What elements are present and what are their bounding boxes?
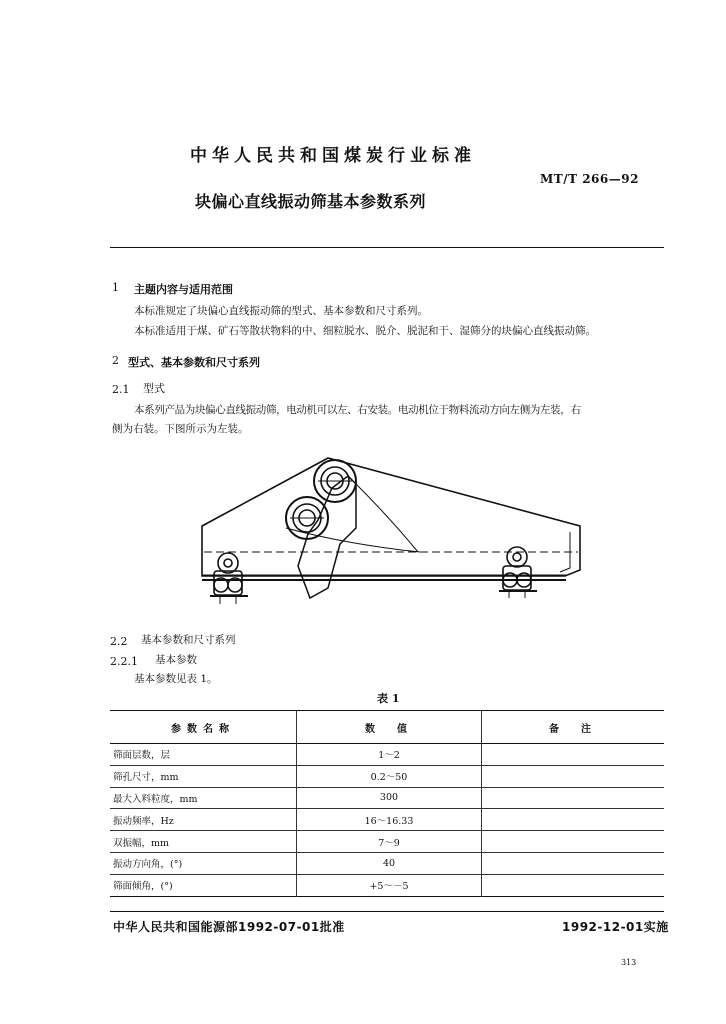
section-2-2-1-heading: 基本参数 — [155, 654, 197, 666]
row-note — [482, 852, 665, 874]
table-row — [110, 874, 664, 896]
implementation-date: 1992-12-01实施 — [562, 920, 669, 934]
section-1-heading: 主题内容与适用范围 — [134, 283, 233, 296]
standard-code: MT/T 266—92 — [540, 172, 639, 186]
table-row — [110, 852, 664, 874]
row-note — [482, 874, 665, 896]
document-title: 块偏心直线振动筛基本参数系列 — [195, 192, 427, 211]
page-number: 313 — [621, 958, 637, 967]
table-row — [110, 744, 664, 766]
row-value: 7～9 — [297, 831, 482, 853]
row-note — [482, 744, 665, 766]
footer-rule — [110, 911, 664, 912]
row-name: 振动频率，Hz — [110, 809, 297, 831]
row-note — [482, 787, 665, 809]
header-note: 备 注 — [549, 723, 597, 735]
table-header-row — [110, 711, 664, 744]
screen-side-plate — [202, 458, 580, 576]
section-1-paragraph-2: 本标准适用于煤、矿石等散状物料的中、细粒脱水、脱介、脱泥和干、湿筛分的块偏心直线振动筛。 — [134, 325, 596, 337]
row-value: 1～2 — [297, 744, 482, 766]
row-name: 筛面倾角，(°) — [110, 874, 297, 896]
row-value: +5～－5 — [297, 874, 482, 896]
upper-exciter-wheel — [314, 460, 356, 502]
section-2-2-heading: 基本参数和尺寸系列 — [141, 634, 236, 646]
table-row — [110, 765, 664, 787]
section-2-1-paragraph-line-2: 侧为右装。下图所示为左装。 — [112, 423, 249, 435]
section-2-heading: 型式、基本参数和尺寸系列 — [128, 356, 260, 369]
row-value: 16～16.33 — [297, 809, 482, 831]
row-note — [482, 765, 665, 787]
row-value: 300 — [297, 787, 482, 809]
row-name: 筛孔尺寸，mm — [110, 765, 297, 787]
lower-exciter-wheel — [286, 497, 328, 539]
row-value: 0.2～50 — [297, 765, 482, 787]
section-2-1-paragraph-line-1: 本系列产品为块偏心直线振动筛，电动机可以左、右安装。电动机位于物料流动方向左侧为左装，右 — [134, 404, 581, 416]
left-support-assembly — [210, 553, 248, 604]
table-row — [110, 787, 664, 809]
row-name: 振动方向角，(°) — [110, 852, 297, 874]
row-name: 最大入料粒度，mm — [110, 787, 297, 809]
table-row — [110, 831, 664, 853]
row-note — [482, 809, 665, 831]
row-name: 双振幅，mm — [110, 831, 297, 853]
table-row — [110, 809, 664, 831]
section-1-number: 1 — [112, 281, 119, 294]
section-2-number: 2 — [112, 354, 119, 367]
row-name: 筛面层数，层 — [110, 744, 297, 766]
header-parameter-name: 参数名称 — [110, 711, 297, 744]
section-2-1-number: 2.1 — [112, 383, 130, 396]
section-2-2-1-number: 2.2.1 — [110, 655, 138, 668]
issuing-organization: 中华人民共和国煤炭行业标准 — [190, 146, 476, 166]
section-1-paragraph-1: 本标准规定了块偏心直线振动筛的型式、基本参数和尺寸系列。 — [134, 305, 428, 317]
section-2-2-1-paragraph: 基本参数见表 1。 — [134, 673, 218, 685]
table-caption: 表 1 — [377, 692, 400, 705]
basic-parameters-table — [110, 710, 664, 897]
vibrating-screen-diagram — [190, 448, 590, 610]
right-support-assembly — [499, 547, 537, 598]
section-2-2-number: 2.2 — [110, 635, 128, 648]
approval-statement: 中华人民共和国能源部1992-07-01批准 — [113, 920, 345, 934]
section-2-1-heading: 型式 — [143, 382, 165, 395]
header-value: 数 值 — [297, 711, 482, 744]
row-note — [482, 831, 665, 853]
row-value: 40 — [297, 852, 482, 874]
header-rule — [110, 247, 664, 248]
